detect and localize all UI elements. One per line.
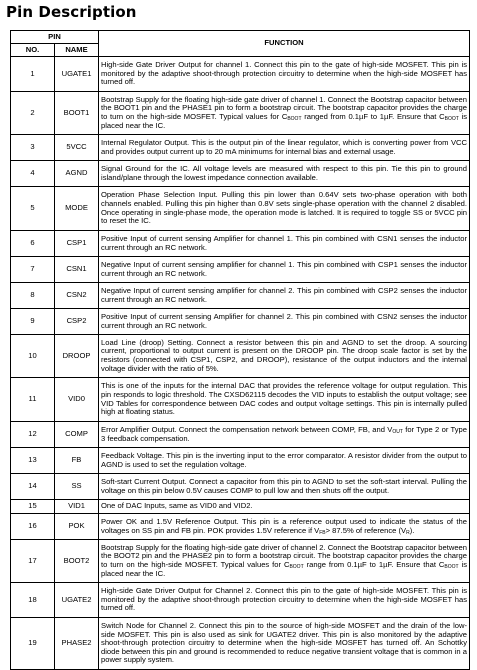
pin-number: 2 <box>11 92 55 135</box>
pin-function: High-side Gate Driver Output for channel 1. Connect this pin to the gate of high-side MOSFET. This pin is monitored by the adaptive shoot-through protection circuitry to determine when the high-side MOSFET has turned off. <box>99 57 470 92</box>
pin-number: 14 <box>11 474 55 500</box>
pin-name: POK <box>55 514 99 540</box>
pin-name: UGATE2 <box>55 583 99 618</box>
table-row <box>11 618 470 670</box>
pin-function: Switch Node for Channel 2. Connect this pin to the source of high-side MOSFET and the drain of the low-side MOSFET. This pin is also used as sink for UGATE2 driver. This pin is also monitored by the adaptive shoot-through protection circuitry to determine when the high-side MOSFET has turned off. An Schottky diode between this pin and ground is recommended to reduce negative transient voltage that is common in a power supply system. <box>99 618 470 670</box>
pin-name: CSP1 <box>55 231 99 257</box>
header-no: NO. <box>11 44 55 57</box>
pin-number: 10 <box>11 335 55 378</box>
pin-function: Signal Ground for the IC. All voltage levels are measured with respect to this pin. Tie this pin to ground island/plane through the lowest impedance connection available. <box>99 161 470 187</box>
pin-name: UGATE1 <box>55 57 99 92</box>
pin-function: Negative Input of current sensing amplifier for channel 2. This pin combined with CSP2 senses the inductor current through an RC network. <box>99 283 470 309</box>
pin-number: 11 <box>11 378 55 422</box>
pin-number: 17 <box>11 540 55 583</box>
table-row <box>11 583 470 618</box>
pin-name: CSN1 <box>55 257 99 283</box>
header-function: FUNCTION <box>99 31 470 57</box>
pin-number: 4 <box>11 161 55 187</box>
pin-function: Power OK and 1.5V Reference Output. This pin is a reference output used to indicate the status of the voltages on SS pin and FB pin. POK provides 1.5V reference if $V_{FB}> 87.5\%$ of reference $(V_R)$. <box>99 514 470 540</box>
pin-number: 16 <box>11 514 55 540</box>
table-row <box>11 231 470 257</box>
pin-number: 18 <box>11 583 55 618</box>
table-row <box>11 283 470 309</box>
pin-number: 6 <box>11 231 55 257</box>
pin-function: Positive Input of current sensing Amplifier for channel 1. This pin combined with CSN1 senses the inductor current through an RC network. <box>99 231 470 257</box>
pin-number: 1 <box>11 57 55 92</box>
table-row <box>11 135 470 161</box>
pin-number: 8 <box>11 283 55 309</box>
pin-name: CSN2 <box>55 283 99 309</box>
pin-number: 7 <box>11 257 55 283</box>
pin-name: FB <box>55 448 99 474</box>
header-pin: PIN <box>11 31 99 44</box>
pin-function: Operation Phase Selection Input. Pulling this pin lower than 0.64V sets two-phase operation with both channels enabled. Pulling this pin higher than 0.8V sets single-phase operation with the channel 2 disabled. Once operating in single-phase mode, the operation mode is latched. It is required to toggle SS or 5VCC pin to reset the IC. <box>99 187 470 231</box>
pin-number: 12 <box>11 422 55 448</box>
pin-name: DROOP <box>55 335 99 378</box>
pin-function: Positive Input of current sensing Amplifier for channel 2. This pin combined with CSN2 senses the inductor current through an RC network. <box>99 309 470 335</box>
pin-number: 19 <box>11 618 55 670</box>
pin-function: Error Amplifier Output. Connect the compensation network between COMP, FB, and $V_{OUT}$ for Type 2 or Type 3 feedback compensation. <box>99 422 470 448</box>
table-row <box>11 92 470 135</box>
table-header <box>11 31 470 57</box>
pin-name: 5VCC <box>55 135 99 161</box>
pin-function: Soft-start Current Output. Connect a capacitor from this pin to AGND to set the soft-start interval. Pulling the voltage on this pin below 0.5V causes COMP to pull low and then shuts off the output. <box>99 474 470 500</box>
pin-number: 5 <box>11 187 55 231</box>
page-title: Pin Description <box>6 3 137 21</box>
pin-name: SS <box>55 474 99 500</box>
table-row <box>11 161 470 187</box>
table-row <box>11 500 470 514</box>
pin-number: 13 <box>11 448 55 474</box>
pin-function: Negative Input of current sensing amplifier for channel 1. This pin combined with CSP1 senses the inductor current through an RC network. <box>99 257 470 283</box>
pin-name: MODE <box>55 187 99 231</box>
pin-description-table <box>10 30 470 670</box>
pin-function: Bootstrap Supply for the floating high-side gate driver of channel 2. Connect the Bootstrap capacitor between the BOOT2 pin and the PHASE2 pin to form a bootstrap circuit. The bootstrap capacitor provides the charge to turn on the high-side MOSFET. Typical values for $C_{BOOT}$ range from 0.1µF to 1µF. Ensure that $C_{BOOT}$ is placed near the IC. <box>99 540 470 583</box>
table-row <box>11 257 470 283</box>
pin-function: Bootstrap Supply for the floating high-side gate driver of channel 1. Connect the Bootstrap capacitor between the BOOT1 pin and the PHASE1 pin to form a bootstrap circuit. The bootstrap capacitor provides the charge to turn on the high-side MOSFET. Typical values for $C_{BOOT}$ ranged from 0.1µF to 1µF. Ensure that $C_{BOOT}$ is placed near the IC. <box>99 92 470 135</box>
pin-name: VID0 <box>55 378 99 422</box>
table-row <box>11 422 470 448</box>
table-row <box>11 335 470 378</box>
pin-name: AGND <box>55 161 99 187</box>
pin-function: Internal Regulator Output. This is the output pin of the linear regulator, which is converting power from VCC and provides output current up to 20 mA minimums for internal bias and external usage. <box>99 135 470 161</box>
pin-name: VID1 <box>55 500 99 514</box>
pin-function: Load Line (droop) Setting. Connect a resistor between this pin and AGND to set the droop. A sourcing current, proportional to output current is present on the DROOP pin. The droop scale factor is set by the resistors (connected with CSP1, CSP2, and DROOP), resistance of the output inductors and the internal voltage divider with the ratio of 5%. <box>99 335 470 378</box>
pin-name: BOOT2 <box>55 540 99 583</box>
table-row <box>11 474 470 500</box>
pin-name: PHASE2 <box>55 618 99 670</box>
pin-function: This is one of the inputs for the internal DAC that provides the reference voltage for output regulation. This pin responds to logic threshold. The CXSD62115 decodes the VID inputs to establish the output voltage; see VID Tables for correspondence between DAC codes and output voltage settings. This pin is internally pulled high at floating status. <box>99 378 470 422</box>
header-name: NAME <box>55 44 99 57</box>
pin-number: 3 <box>11 135 55 161</box>
pin-name: CSP2 <box>55 309 99 335</box>
pin-function: One of DAC Inputs, same as VID0 and VID2. <box>99 500 470 514</box>
table-row <box>11 187 470 231</box>
pin-number: 9 <box>11 309 55 335</box>
pin-number: 15 <box>11 500 55 514</box>
pin-function: High-side Gate Driver Output for Channel 2. Connect this pin to the gate of high-side MOSFET. This pin is monitored by the adaptive shoot-through protection circuitry to determine when the high-side MOSFET has turned off. <box>99 583 470 618</box>
table-row <box>11 378 470 422</box>
table-row <box>11 448 470 474</box>
table-row <box>11 309 470 335</box>
table-row <box>11 514 470 540</box>
table-body <box>11 57 470 670</box>
pin-name: BOOT1 <box>55 92 99 135</box>
pin-function: Feedback Voltage. This pin is the inverting input to the error comparator. A resistor divider from the output to AGND is used to set the regulation voltage. <box>99 448 470 474</box>
table-row <box>11 57 470 92</box>
pin-name: COMP <box>55 422 99 448</box>
table-row <box>11 540 470 583</box>
